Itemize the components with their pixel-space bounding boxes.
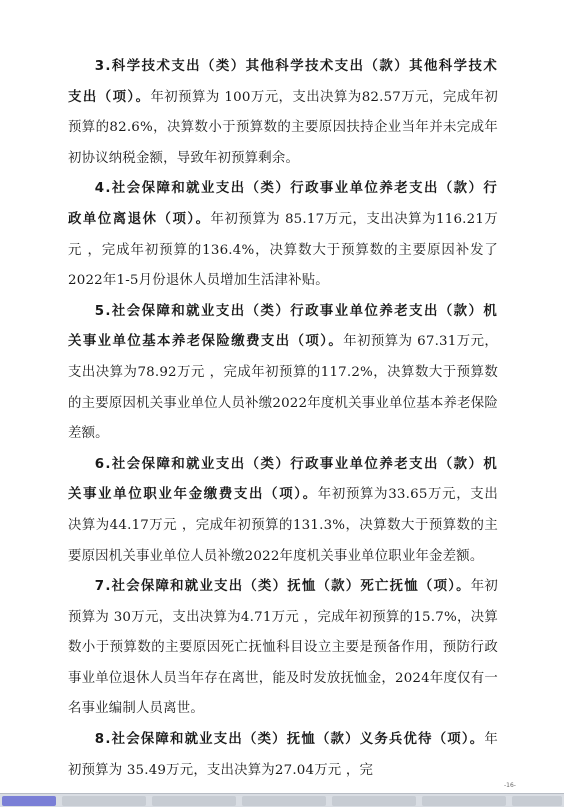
paragraph-item-5 — [68, 297, 498, 450]
paragraph-body: 年初预算为 67.31万元，支出决算为78.92万元 ，完成年初预算的117.2%，决算数大于预算数的主要原因机关事业单位人员补缴2022年度机关事业单位基本养老保险差额。 — [68, 334, 499, 442]
paragraph-item-4 — [68, 174, 498, 296]
paragraph-body: 年初预算为 30万元，支出决算为4.71万元 ，完成年初预算的15.7%，决算数小于预算数的主要原因死亡抚恤科目设立主要是预备作用，预防行政事业单位退休人员当年存在离世，能及时发放抚恤金，2024年度仅有一名事业编制人员离世。 — [68, 579, 498, 717]
paragraph-item-6 — [68, 450, 498, 572]
paragraph-heading: 3.科学技术支出（类）其他科学技术支出（款）其他科学技术支出（项）。 — [68, 59, 498, 105]
paragraph-item-7 — [68, 572, 498, 725]
taskbar — [0, 793, 564, 807]
paragraph-heading: 5.社会保障和就业支出（类）行政事业单位养老支出（款）机关事业单位基本养老保险缴费支出（项）。 — [68, 303, 498, 350]
taskbar-window-button[interactable] — [242, 796, 326, 806]
paragraph-body: 年初预算为 85.17万元，支出决算为116.21万元 ，完成年初预算的136.4%，决算数大于预算数的主要原因补发了2022年1-5月份退休人员增加生活津补贴。 — [68, 211, 498, 289]
paragraph-body: 年初预算为33.65万元，支出决算为44.17万元 ，完成年初预算的131.3%，决算数大于预算数的主要原因机关事业单位人员补缴2022年度机关事业单位职业年金差额。 — [68, 487, 498, 564]
paragraph-heading: 6.社会保障和就业支出（类）行政事业单位养老支出（款）机关事业单位职业年金缴费支出（项）。 — [68, 456, 498, 503]
taskbar-window-button[interactable] — [422, 796, 506, 806]
taskbar-window-button[interactable] — [62, 796, 146, 806]
paragraph-heading: 7.社会保障和就业支出（类）抚恤（款）死亡抚恤（项）。 — [94, 579, 471, 595]
paragraph-body: 年初预算为 35.49万元，支出决算为27.04万元 ，完 — [68, 732, 498, 778]
paragraph-heading: 8.社会保障和就业支出（类）抚恤（款）义务兵优待（项）。 — [94, 732, 485, 748]
taskbar-start-button[interactable] — [2, 796, 56, 806]
document-body — [68, 52, 498, 786]
taskbar-window-button[interactable] — [332, 796, 416, 806]
paragraph-body: 年初预算为 100万元，支出决算为82.57万元，完成年初预算的82.6%，决算数小于预算数的主要原因扶持企业当年并未完成年初协议纳税金额，导致年初预算剩余。 — [68, 89, 499, 166]
taskbar-window-button[interactable] — [512, 796, 562, 806]
paragraph-heading: 4.社会保障和就业支出（类）行政事业单位养老支出（款）行政单位离退休（项）。 — [68, 181, 498, 227]
page-number: -16- — [504, 782, 516, 789]
paragraph-item-3 — [68, 52, 498, 174]
taskbar-window-button[interactable] — [152, 796, 236, 806]
paragraph-item-8 — [68, 725, 498, 786]
